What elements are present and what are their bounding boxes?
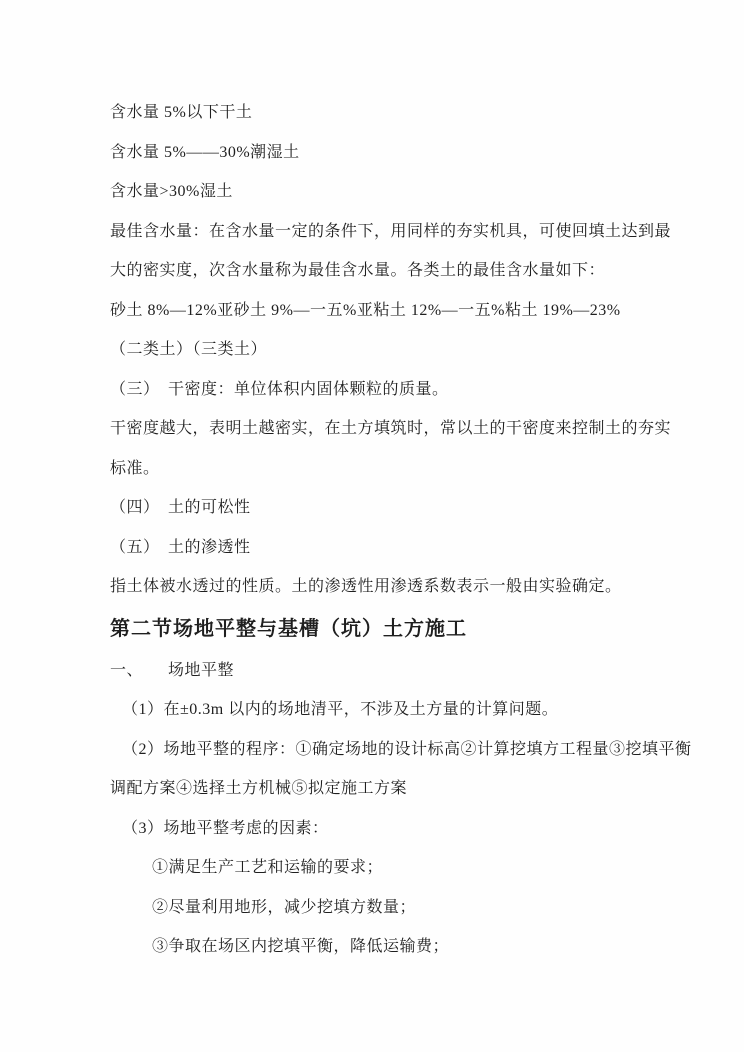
text-line-water-content-wet: 含水量>30%湿土 xyxy=(110,183,233,200)
list-item-site-leveling: 一、 场地平整 xyxy=(110,661,235,679)
document-content xyxy=(110,93,692,967)
text-line-dry-density-definition: （三） 干密度：单位体积内固体颗粒的质量。 xyxy=(110,380,449,398)
text-line-factor-3: ③争取在场区内挖填平衡，降低运输费； xyxy=(152,938,450,955)
text-line-permeability-definition: 指土体被水透过的性质。土的渗透性用渗透系数表示一般由实验确定。 xyxy=(110,578,622,595)
text-line-water-content-dry: 含水量 5%以下干土 xyxy=(110,104,253,121)
text-line-soil-classes: （二类土）（三类土） xyxy=(110,341,268,358)
text-line-water-content-moist: 含水量 5%——30%潮湿土 xyxy=(110,143,300,161)
text-line-factor-2: ②尽量利用地形，减少挖填方数量； xyxy=(152,898,417,916)
text-line-optimal-water-content-1: 最佳含水量：在含水量一定的条件下，用同样的夯实机具，可使回填土达到最 xyxy=(110,222,672,240)
section-heading: 第二节场地平整与基槽（坑）土方施工 xyxy=(110,617,467,640)
text-line-optimal-water-content-2: 大的密实度，次含水量称为最佳含水量。各类土的最佳含水量如下： xyxy=(110,262,606,279)
text-line-soil-permeability: （五） 土的渗透性 xyxy=(110,538,251,556)
text-line-dry-density-note-2: 标准。 xyxy=(110,459,160,477)
text-line-soil-percentages: 砂土 8%—12%亚砂土 9%—一五%亚粘土 12%—一五%粘土 19%—23% xyxy=(110,301,621,319)
text-line-factor-1: ①满足生产工艺和运输的要求； xyxy=(152,859,384,876)
text-line-item-3: （3）场地平整考虑的因素： xyxy=(122,819,329,837)
text-line-dry-density-note-1: 干密度越大，表明土越密实，在土方填筑时，常以土的干密度来控制土的夯实 xyxy=(110,420,672,437)
text-line-item-1: （1）在±0.3m 以内的场地清平，不涉及土方量的计算问题。 xyxy=(122,701,559,718)
text-line-item-2a: （2）场地平整的程序：①确定场地的设计标高②计算挖填方工程量③挖填平衡 xyxy=(122,740,692,758)
text-line-soil-loosening: （四） 土的可松性 xyxy=(110,499,251,516)
text-line-item-2b: 调配方案④选择土方机械⑤拟定施工方案 xyxy=(110,780,408,797)
